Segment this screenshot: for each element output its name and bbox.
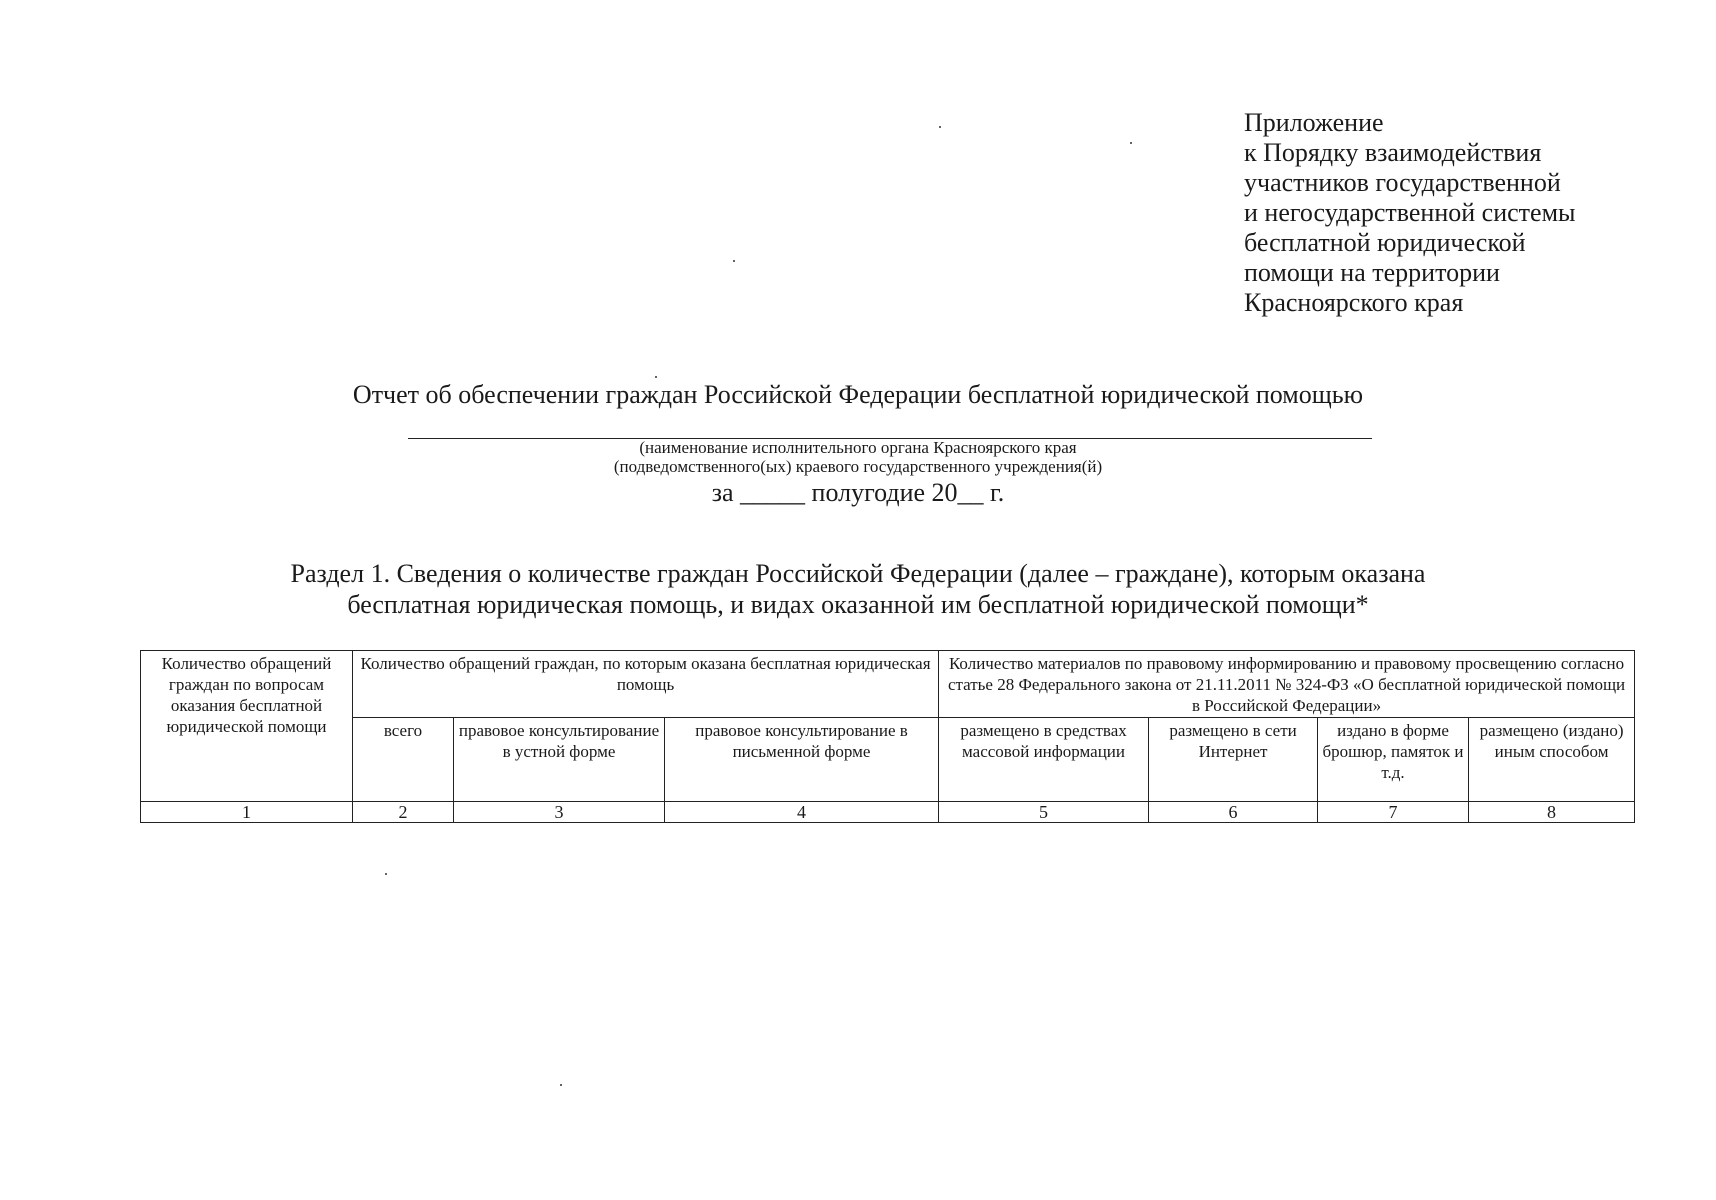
scan-speck xyxy=(385,873,387,875)
column-number: 7 xyxy=(1318,802,1469,823)
subheader-mass-media: размещено в средствах массовой информации xyxy=(939,718,1149,802)
appendix-line: участников государственной xyxy=(1244,168,1561,197)
subheader-written-consulting: правовое консультирование в письменной форме xyxy=(665,718,939,802)
column-number: 1 xyxy=(141,802,353,823)
column-number: 6 xyxy=(1149,802,1318,823)
section-title-line: бесплатная юридическая помощь, и видах оказанной им бесплатной юридической помощи* xyxy=(347,590,1369,619)
scan-speck xyxy=(655,376,657,378)
report-period: за _____ полугодие 20__ г. xyxy=(711,478,1005,507)
name-hint-line: (наименование исполнительного органа Красноярского края xyxy=(639,438,1077,457)
column-number: 8 xyxy=(1469,802,1635,823)
appendix-line: помощи на территории xyxy=(1244,258,1500,287)
table-header-row xyxy=(141,651,1635,718)
table-subheader-row xyxy=(141,718,1635,802)
scan-speck xyxy=(939,126,941,128)
section-title xyxy=(0,558,1716,620)
subheader-oral-consulting: правовое консультирование в устной форме xyxy=(454,718,665,802)
column-numbers-row xyxy=(141,802,1635,823)
appendix-line: Красноярского края xyxy=(1244,288,1464,317)
appendix-line: бесплатной юридической xyxy=(1244,228,1526,257)
subheader-brochures: издано в форме брошюр, памяток и т.д. xyxy=(1318,718,1469,802)
report-title: Отчет об обеспечении граждан Российской Федерации бесплатной юридической помощью xyxy=(352,380,1364,409)
subheader-total: всего xyxy=(353,718,454,802)
header-group-legal-materials: Количество материалов по правовому информированию и правовому просвещению согласно статье 28 Федерального закона от 21.11.2011 № 324-ФЗ «О бесплатной юридической помощи в Российской Федерации» xyxy=(939,651,1635,718)
column-number: 5 xyxy=(939,802,1149,823)
column-number: 3 xyxy=(454,802,665,823)
organization-name-hint xyxy=(0,438,1716,476)
scan-speck xyxy=(733,260,735,262)
scan-speck xyxy=(1130,142,1132,144)
appendix-line: и негосударственной системы xyxy=(1244,198,1576,227)
scan-speck xyxy=(560,1084,562,1086)
header-appeals-count: Количество обращений граждан по вопросам оказания бесплатной юридической помощи xyxy=(141,651,353,802)
appendix-block xyxy=(1244,108,1576,318)
name-hint-line: (подведомственного(ых) краевого государственного учреждения(й) xyxy=(613,457,1103,476)
report-table xyxy=(140,650,1635,823)
appendix-line: Приложение xyxy=(1244,108,1384,137)
subheader-other-way: размещено (издано) иным способом xyxy=(1469,718,1635,802)
column-number: 2 xyxy=(353,802,454,823)
header-group-appeals-helped: Количество обращений граждан, по которым оказана бесплатная юридическая помощь xyxy=(353,651,939,718)
section-title-line: Раздел 1. Сведения о количестве граждан Российской Федерации (далее – граждане), которым оказана xyxy=(290,559,1426,588)
subheader-internet: размещено в сети Интернет xyxy=(1149,718,1318,802)
column-number: 4 xyxy=(665,802,939,823)
appendix-line: к Порядку взаимодействия xyxy=(1244,138,1542,167)
